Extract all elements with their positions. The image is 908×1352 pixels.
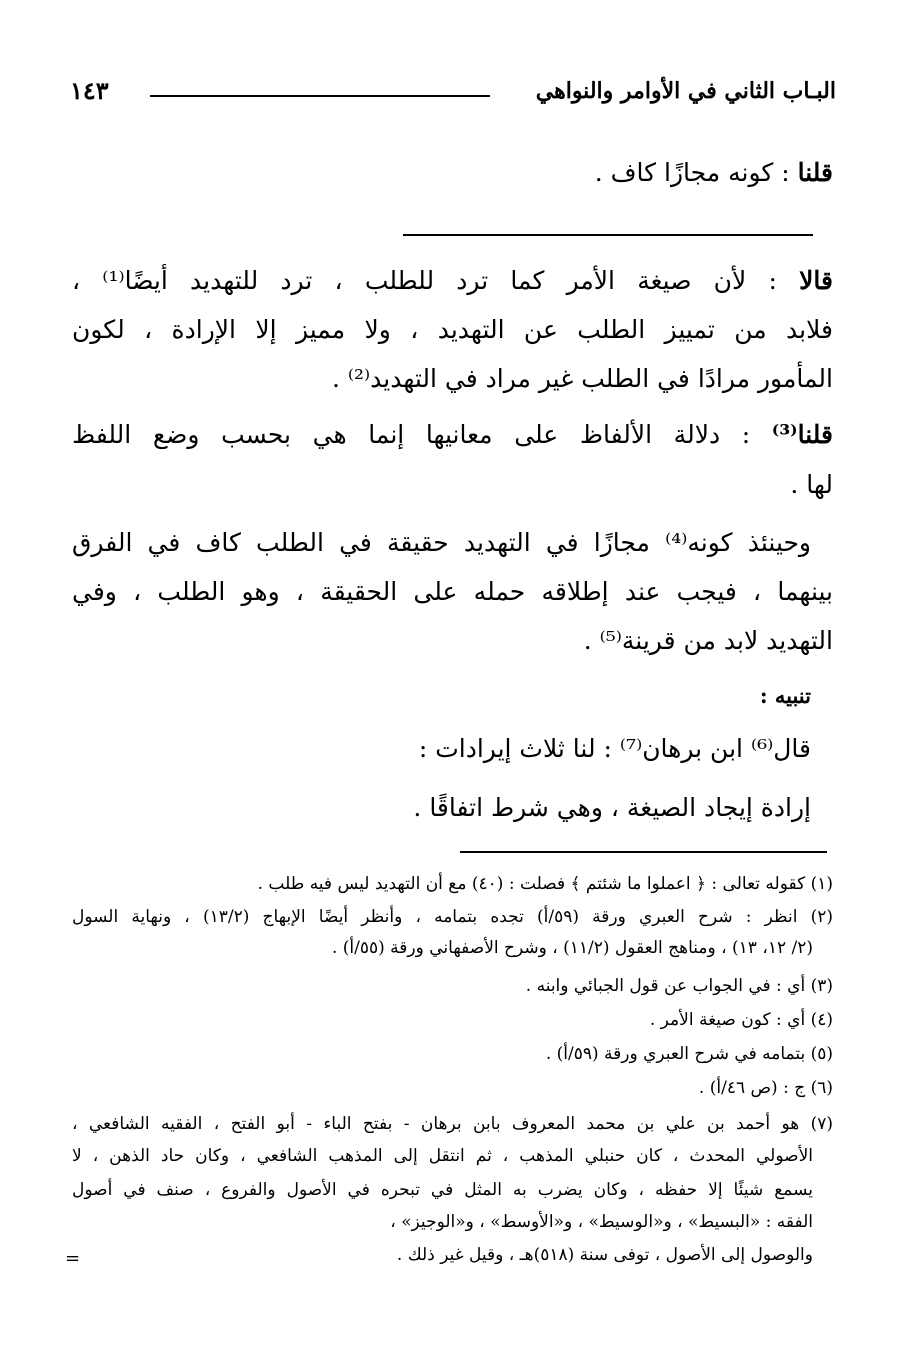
note-heading: تنبيه : [759,683,811,708]
footnote-7-line5: والوصول إلى الأصول ، توفى سنة (٥١٨)هـ ، وقيل غير ذلك . [396,1245,813,1265]
para1-line3: المأمور مرادًا في الطلب غير مراد في التهديد⁽²⁾ . [331,364,833,393]
line-text: : لأن صيغة الأمر كما ترد للطلب ، ترد للتهديد أيضًا⁽¹⁾ ، [72,266,800,295]
para1-line2: فلابد من تمييز الطلب عن التهديد ، ولا مميز إلا الإرادة ، لكون [72,315,833,344]
footnote-1: (١) كقوله تعالى : ﴿ اعملوا ما شئتم ﴾ فصلت : (٤٠) مع أن التهديد ليس فيه طلب . [257,874,833,894]
line-qulna-1 [595,158,833,188]
header-rule [150,95,490,97]
footnote-6: (٦) ج : (ص ٤٦/أ) . [698,1078,833,1098]
footnote-4: (٤) أي : كون صيغة الأمر . [649,1010,833,1030]
footnote-2-line1: (٢) انظر : شرح العبري ورقة (٥٩/أ) تجده بتمامه ، وأنظر أيضًا الإبهاج (١٣/٢) ، ونهاية السول [72,907,833,927]
para3-line1: وحينئذ كونه⁽⁴⁾ مجازًا في التهديد حقيقة في الطلب كاف في الفرق [72,528,812,557]
page-number: ١٤٣ [70,76,109,105]
note-line1: قال⁽⁶⁾ ابن برهان⁽⁷⁾ : لنا ثلاث إيرادات : [418,734,811,763]
para3-line3: التهديد لابد من قرينة⁽⁵⁾ . [583,626,833,655]
speaker-label: قلنا⁽³⁾ [771,420,833,449]
continuation-mark: = [65,1248,81,1269]
footnote-divider [460,851,827,853]
footnote-7-line2: الأصولي المحدث ، كان حنبلي المذهب ، ثم انتقل إلى المذهب الشافعي ، وكان حاد الذهن ، لا [72,1146,813,1166]
footnote-5: (٥) بتمامه في شرح العبري ورقة (٥٩/أ) . [545,1044,833,1064]
speaker-label: قالا [799,266,833,295]
footnote-7-line3: يسمع شيئًا إلا حفظه ، وكان يضرب به المثل في تبحره في الأصول والفروع ، صنف في أصول [72,1180,813,1200]
note-line2: إرادة إيجاد الصيغة ، وهي شرط اتفاقًا . [413,793,811,822]
speaker-label: قلنا [797,158,833,187]
chapter-title: البـاب الثاني في الأوامر والنواهي [535,78,836,104]
footnote-7-line1: (٧) هو أحمد بن علي بن محمد المعروف بابن برهان - بفتح الباء - أبو الفتح ، الفقيه الشافعي ، [72,1114,833,1134]
footnote-7-line4: الفقه : «البسيط» ، و«الوسيط» ، و«الأوسط» ، و«الوجيز» ، [390,1212,813,1232]
para2-line2: لها . [790,470,833,499]
para2-line1 [72,420,833,450]
line-text: : كونه مجازًا كاف . [594,158,798,187]
footnote-2-line2: (٢/ ١٢، ١٣) ، ومناهج العقول (١١/٢) ، وشرح الأصفهاني ورقة (٥٥/أ) . [331,938,813,958]
line-text: : دلالة الألفاظ على معانيها إنما هي بحسب وضع اللفظ [72,420,772,449]
para3-line2: بينهما ، فيجب عند إطلاقه حمله على الحقيقة ، وهو الطلب ، وفي [72,577,833,606]
section-divider [403,234,813,236]
footnote-3: (٣) أي : في الجواب عن قول الجبائي وابنه . [525,976,833,996]
para1-line1 [72,266,833,296]
